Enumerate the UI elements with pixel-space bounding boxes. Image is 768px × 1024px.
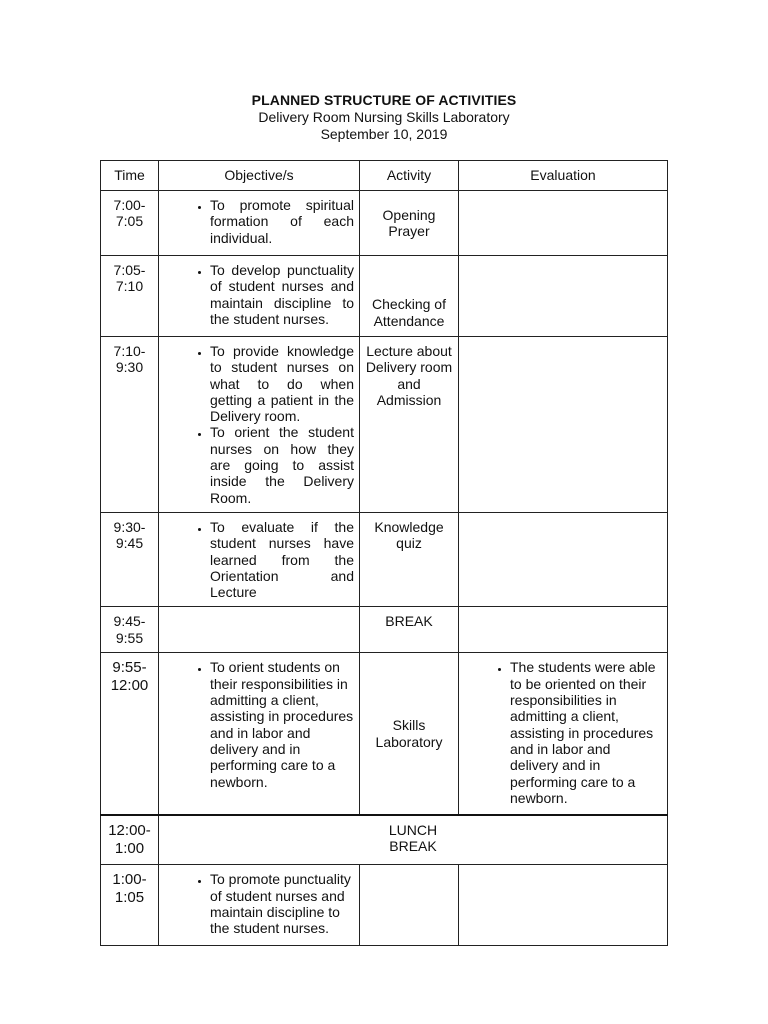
time-cell <box>101 607 159 653</box>
evaluation-cell <box>459 337 668 513</box>
time-end: 9:30 <box>115 359 144 376</box>
time-cell <box>101 653 159 815</box>
time-start: 12:00- <box>108 821 151 839</box>
column-header-evaluation: Evaluation <box>459 161 668 191</box>
objective-item: • To promote spiritual formation of each individual. <box>210 197 354 246</box>
activities-table <box>100 160 668 946</box>
time-end: 9:45 <box>115 535 144 552</box>
activity-line: quiz <box>396 535 422 552</box>
document-date: September 10, 2019 <box>320 126 448 142</box>
objective-item: • To evaluate if the student nurses have learned from the Orientation and Lecture <box>210 519 354 600</box>
activity-line: Lecture about <box>366 343 452 359</box>
time-end: 7:10 <box>115 278 144 295</box>
activity-cell <box>360 653 459 815</box>
activity-cell <box>360 607 459 653</box>
activity-line: Admission <box>376 391 442 408</box>
time-start: 7:00- <box>113 197 146 213</box>
activity-line: Knowledge <box>374 518 444 535</box>
evaluation-cell <box>459 607 668 653</box>
activity-line: Attendance <box>373 312 445 329</box>
time-cell <box>101 337 159 513</box>
time-start: 9:30- <box>113 518 146 535</box>
objective-item: • To orient the student nurses on how they are going to assist inside the Delivery Room. <box>210 424 354 505</box>
column-header-objectives: Objective/s <box>159 161 360 191</box>
column-header-activity: Activity <box>360 161 459 191</box>
document-subtitle: Delivery Room Nursing Skills Laboratory <box>258 109 510 125</box>
activity-cell <box>360 512 459 606</box>
activity-cell <box>360 337 459 513</box>
table-header-row <box>101 161 668 191</box>
evaluation-cell <box>459 865 668 946</box>
table-row <box>101 512 668 606</box>
activity-line: Checking of <box>372 296 446 313</box>
activity-line: Laboratory <box>375 733 443 750</box>
objective-item: • To provide knowledge to student nurses on what to do when getting a patient in the Delivery room. <box>210 343 354 424</box>
evaluation-cell <box>459 191 668 256</box>
time-end: 1:05 <box>114 889 145 907</box>
activity-line: BREAK <box>389 838 437 855</box>
objective-cell <box>159 256 360 337</box>
time-cell <box>101 865 159 946</box>
time-end: 9:55 <box>115 629 144 646</box>
time-start: 7:05- <box>113 262 146 278</box>
activity-line: Delivery room <box>365 359 453 376</box>
column-header-time: Time <box>101 161 159 191</box>
document-header <box>0 92 768 143</box>
table-row <box>101 607 668 653</box>
objective-item: • To promote punctuality of student nurses and maintain discipline to the student nurses. <box>210 871 354 936</box>
table-row <box>101 653 668 815</box>
activity-cell <box>360 865 459 946</box>
activity-line: Prayer <box>388 223 430 239</box>
evaluation-cell <box>459 512 668 606</box>
activity-line: Skills <box>392 717 426 734</box>
table-row <box>101 337 668 513</box>
activity-cell <box>360 256 459 337</box>
objective-cell <box>159 191 360 256</box>
activity-cell-merged <box>159 815 668 865</box>
time-cell <box>101 815 159 865</box>
evaluation-cell <box>459 653 668 815</box>
time-end: 12:00 <box>110 677 149 695</box>
activity-line: Opening <box>382 206 436 223</box>
objective-cell <box>159 337 360 513</box>
time-cell <box>101 512 159 606</box>
time-end: 1:00 <box>114 839 145 857</box>
table-row <box>101 191 668 256</box>
objective-cell <box>159 865 360 946</box>
evaluation-cell <box>459 256 668 337</box>
objective-cell <box>159 653 360 815</box>
time-cell <box>101 256 159 337</box>
activity-line: BREAK <box>385 613 433 630</box>
document-title: PLANNED STRUCTURE OF ACTIVITIES <box>251 92 517 108</box>
objective-cell <box>159 607 360 653</box>
activity-line: LUNCH <box>388 821 438 838</box>
time-end: 7:05 <box>115 213 144 230</box>
table-row <box>101 256 668 337</box>
objective-cell <box>159 512 360 606</box>
time-cell <box>101 191 159 256</box>
objective-item: • To orient students on their responsibilities in admitting a client, assisting in procedures and in labor and delivery and in performing care to a newborn. <box>210 659 354 789</box>
objective-item: • To develop punctuality of student nurses and maintain discipline to the student nurses. <box>210 262 354 327</box>
activity-line: and <box>397 375 421 392</box>
table-row <box>101 865 668 946</box>
time-start: 9:45- <box>113 613 146 630</box>
evaluation-item: • The students were able to be oriented on their responsibilities in admitting a client, assisting in procedures and in labor and delivery and in performing care to a newborn. <box>510 659 661 806</box>
time-start: 9:55- <box>112 659 147 677</box>
time-start: 7:10- <box>113 343 146 359</box>
table-row <box>101 815 668 865</box>
time-start: 1:00- <box>112 871 147 889</box>
activity-cell <box>360 191 459 256</box>
